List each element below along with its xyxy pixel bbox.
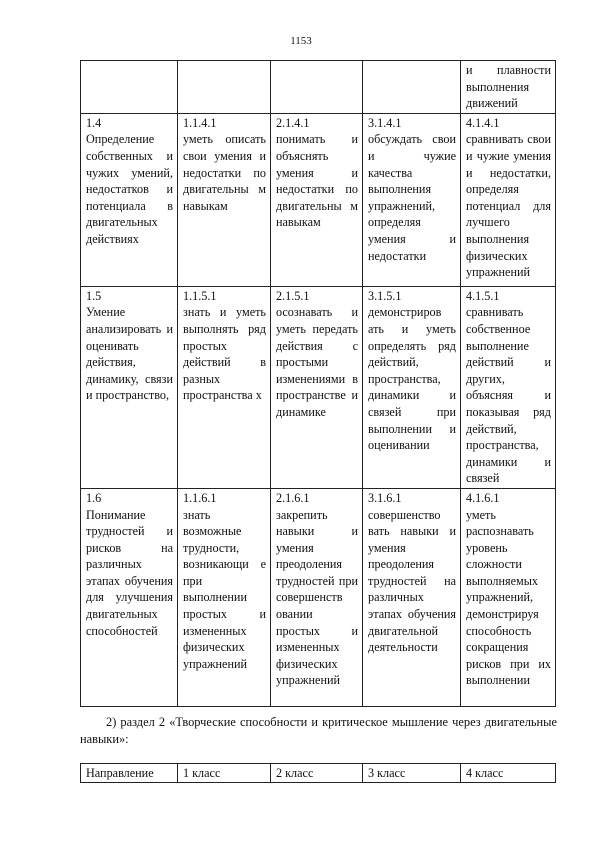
objective-code: 3.1.5.1 xyxy=(368,288,402,303)
objective-text: Определение собственных и чужих умений, недостатков и потенциала в двигательных действиях xyxy=(86,132,173,246)
table-cell xyxy=(81,113,178,286)
objective-code: 1.1.5.1 xyxy=(183,288,217,303)
column-header: 4 класс xyxy=(461,764,556,783)
table-header-row xyxy=(81,764,556,783)
objective-text: обсуждать свои и чужие качества выполнения упражнений, определяя умения и недостатки xyxy=(368,132,456,263)
objective-text: уметь распознавать уровень сложности выполняемых упражнений, демонстрируя способность сокращения рисков при их выполнении xyxy=(466,507,551,688)
objective-text: совершенство вать навыки и умения преодоления трудностей на различных этапах обучения двигательной деятельности xyxy=(368,507,456,655)
objective-code: 4.1.4.1 xyxy=(466,115,500,130)
table-cell xyxy=(363,113,461,286)
objective-text: знать возможные трудности, возникающи е при выполнении простых и измененных физических упражнений xyxy=(183,507,266,671)
table-cell: и плавности выполнения движений xyxy=(461,61,556,114)
objective-code: 2.1.6.1 xyxy=(276,490,310,505)
objective-code: 3.1.6.1 xyxy=(368,490,402,505)
table-cell xyxy=(271,113,363,286)
objective-text: Умение анализировать и оценивать действия, динамику, связи и пространство, xyxy=(86,305,173,403)
table-cell xyxy=(81,488,178,706)
column-header: 2 класс xyxy=(271,764,363,783)
objective-text: Понимание трудностей и рисков на различных этапах обучения для улучшения двигательных способностей xyxy=(86,507,173,638)
table-cell xyxy=(461,488,556,706)
table-cell xyxy=(461,113,556,286)
objective-code: 1.5 xyxy=(86,288,102,303)
objective-code: 2.1.5.1 xyxy=(276,288,310,303)
objective-text: знать и уметь выполнять ряд простых действий в разных пространства х xyxy=(183,305,266,403)
table-cell xyxy=(461,286,556,488)
column-header: Направление xyxy=(81,764,178,783)
table-row xyxy=(81,488,556,706)
table-cell xyxy=(271,488,363,706)
table-cell xyxy=(363,488,461,706)
learning-objectives-table xyxy=(80,60,556,707)
table-cell xyxy=(81,61,178,114)
objective-code: 1.1.4.1 xyxy=(183,115,217,130)
objective-text: сравнивать свои и чужие умения и недостатки, определяя потенциал для лучшего выполнения физических упражнений xyxy=(466,132,551,280)
table-cell xyxy=(178,113,271,286)
table-cell xyxy=(178,61,271,114)
table-cell xyxy=(178,286,271,488)
objective-text: уметь описать свои умения и недостатки по двигательны м навыкам xyxy=(183,132,266,213)
objective-text: понимать и объяснять умения и недостатки по двигательны м навыкам xyxy=(276,132,358,230)
objective-code: 4.1.5.1 xyxy=(466,288,500,303)
objective-code: 1.4 xyxy=(86,115,102,130)
objective-text: осознавать и уметь передать действия с простыми изменениями в пространстве и динамике xyxy=(276,305,358,419)
table-cell xyxy=(363,61,461,114)
section-2-table xyxy=(80,763,556,783)
table-row xyxy=(81,113,556,286)
objective-code: 1.1.6.1 xyxy=(183,490,217,505)
table-cell xyxy=(81,286,178,488)
objective-code: 2.1.4.1 xyxy=(276,115,310,130)
table-cell xyxy=(363,286,461,488)
objective-text: сравнивать собственное выполнение действий и других, объясняя и показывая ряд действий, пространства, динамики и связей xyxy=(466,305,551,486)
table-cell xyxy=(271,61,363,114)
table-row xyxy=(81,286,556,488)
objective-code: 1.6 xyxy=(86,490,102,505)
objective-code: 4.1.6.1 xyxy=(466,490,500,505)
objective-text: закрепить навыки и умения преодоления трудностей при совершенств овании простых и измененных физических упражнений xyxy=(276,507,358,688)
objective-code: 3.1.4.1 xyxy=(368,115,402,130)
column-header: 1 класс xyxy=(178,764,271,783)
page-number: 1153 xyxy=(290,35,312,47)
objective-text: демонстриров ать и уметь определять ряд действий, пространства, динамики и связей при выполнении и оценивании xyxy=(368,305,456,453)
table-cell xyxy=(178,488,271,706)
column-header: 3 класс xyxy=(363,764,461,783)
table-cell xyxy=(271,286,363,488)
table-row xyxy=(81,61,556,114)
section-heading: 2) раздел 2 «Творческие способности и критическое мышление через двигательные навыки»: xyxy=(80,715,557,746)
